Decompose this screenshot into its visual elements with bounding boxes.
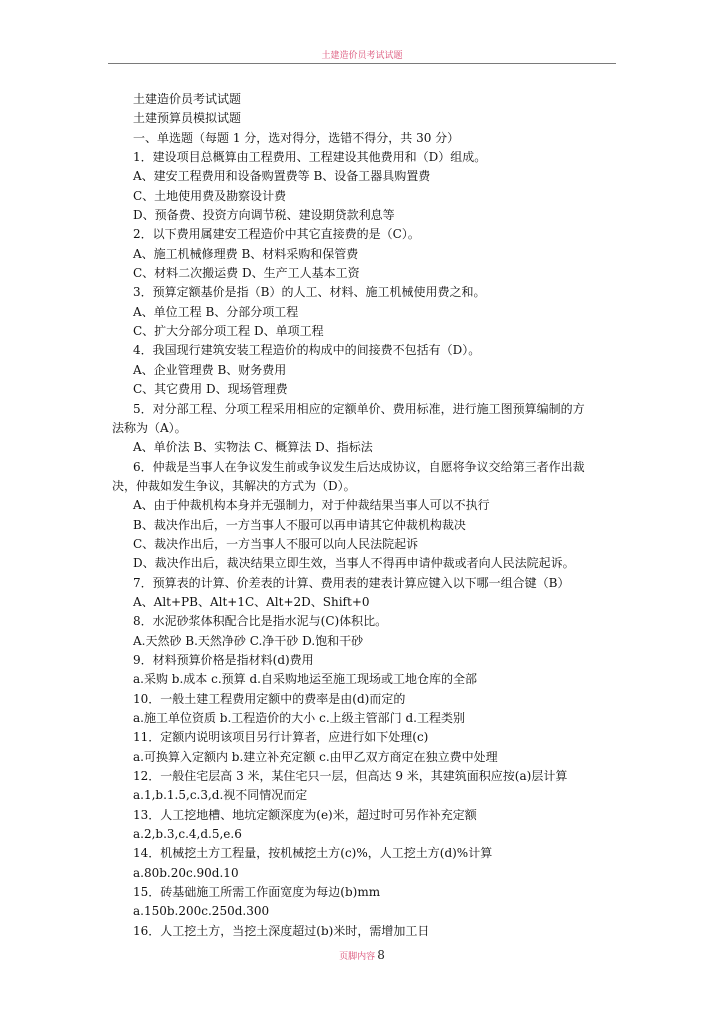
page-footer — [0, 948, 724, 962]
question-11-options: a.可换算入定额内 b.建立补充定额 c.由甲乙双方商定在独立费中处理 — [133, 749, 498, 764]
question-15: 15．砖基础施工所需工作面宽度为每边(b)mm — [133, 885, 381, 900]
question-3-options-ab: A、单位工程 B、分部分项工程 — [133, 304, 299, 319]
question-2-options-cd: C、材料二次搬运费 D、生产工人基本工资 — [133, 266, 360, 281]
question-10-options: a.施工单位资质 b.工程造价的大小 c.上级主管部门 d.工程类别 — [133, 711, 465, 725]
question-14: 14．机械挖土方工程量，按机械挖土方(c)%，人工挖土方(d)%计算 — [133, 846, 493, 861]
doc-title: 土建造价员考试试题 — [133, 92, 242, 106]
question-3-options-cd: C、扩大分部分项工程 D、单项工程 — [133, 324, 324, 339]
question-15-options: a.150b.200c.250d.300 — [133, 904, 270, 919]
question-3: 3．预算定额基价是指（B）的人工、材料、施工机械使用费之和。 — [133, 285, 486, 300]
question-7: 7．预算表的计算、价差表的计算、费用表的建表计算应键入以下哪一组合键（B） — [133, 575, 570, 590]
question-2: 2．以下费用属建安工程造价中其它直接费的是（C）。 — [133, 227, 420, 242]
question-5-continued: 法称为（A）。 — [112, 420, 187, 435]
question-12-options: a.1,b.1.5,c.3,d.视不同情况而定 — [133, 788, 308, 803]
header-divider — [108, 63, 616, 64]
page-number: 8 — [377, 948, 385, 962]
question-6: 6．仲裁是当事人在争议发生前或争议发生后达成协议，自愿将争议交给第三者作出裁 — [133, 459, 585, 474]
question-6-option-d: D、裁决作出后，裁决结果立即生效，当事人不得再申请仲裁或者向人民法院起诉。 — [133, 556, 575, 571]
question-16: 16．人工挖土方，当挖土深度超过(b)米时，需增加工日 — [133, 923, 430, 938]
question-9-options: a.采购 b.成本 c.预算 d.自采购地运至施工现场或工地仓库的全部 — [133, 672, 477, 687]
page-header: 土建造价员考试试题 — [321, 51, 403, 61]
question-1-options-ab: A、建安工程费用和设备购置费等 B、设备工器具购置费 — [133, 169, 431, 184]
question-9: 9．材料预算价格是指材料(d)费用 — [133, 652, 314, 667]
doc-subtitle: 土建预算员模拟试题 — [133, 111, 242, 126]
question-4-options-ab: A、企业管理费 B、财务费用 — [133, 362, 287, 377]
question-6-option-a: A、由于仲裁机构本身并无强制力，对于仲裁结果当事人可以不执行 — [133, 498, 490, 513]
question-13-options: a.2,b.3,c.4,d.5,e.6 — [133, 827, 242, 842]
question-1-option-d: D、预备费、投资方向调节税、建设期贷款利息等 — [133, 208, 395, 223]
question-1-option-c: C、土地使用费及勘察设计费 — [133, 188, 287, 203]
question-8-options: A.天然砂 B.天然净砂 C.净干砂 D.饱和干砂 — [133, 633, 364, 648]
question-4-options-cd: C、其它费用 D、现场管理费 — [133, 382, 288, 397]
question-10: 10．一般土建工程费用定额中的费率是由(d)而定的 — [133, 691, 406, 706]
question-4: 4．我国现行建筑安装工程造价的构成中的间接费不包括有（D）。 — [133, 343, 481, 358]
question-7-options: A、Alt+PB、Alt+1C、Alt+2D、Shift+0 — [133, 594, 370, 609]
question-5: 5．对分部工程、分项工程采用相应的定额单价、费用标准，进行施工图预算编制的方 — [133, 401, 585, 416]
question-13: 13．人工挖地槽、地坑定额深度为(e)米，超过时可另作补充定额 — [133, 807, 477, 822]
section-heading: 一、单选题（每题 1 分，选对得分，选错不得分，共 30 分） — [133, 130, 460, 145]
document-body — [112, 90, 622, 941]
question-2-options-ab: A、施工机械修理费 B、材料采购和保管费 — [133, 246, 359, 261]
question-11: 11．定额内说明该项目另行计算者，应进行如下处理(c) — [133, 730, 429, 745]
question-1: 1．建设项目总概算由工程费用、工程建设其他费用和（D）组成。 — [133, 150, 487, 165]
question-6-option-b: B、裁决作出后，一方当事人不服可以再申请其它仲裁机构裁决 — [133, 517, 466, 532]
question-5-options: A、单价法 B、实物法 C、概算法 D、指标法 — [133, 440, 373, 455]
question-12: 12．一般住宅层高 3 米，某住宅只一层，但高达 9 米，其建筑面积应按(a)层计算 — [133, 769, 568, 784]
question-8: 8．水泥砂浆体积配合比是指水泥与(C)体积比。 — [133, 614, 388, 629]
question-6-option-c: C、裁决作出后，一方当事人不服可以向人民法院起诉 — [133, 536, 419, 551]
question-6-continued: 决，仲裁如发生争议，其解决的方式为（D）。 — [112, 478, 356, 493]
question-14-options: a.80b.20c.90d.10 — [133, 865, 239, 880]
footer-label: 页脚内容 — [339, 952, 376, 962]
